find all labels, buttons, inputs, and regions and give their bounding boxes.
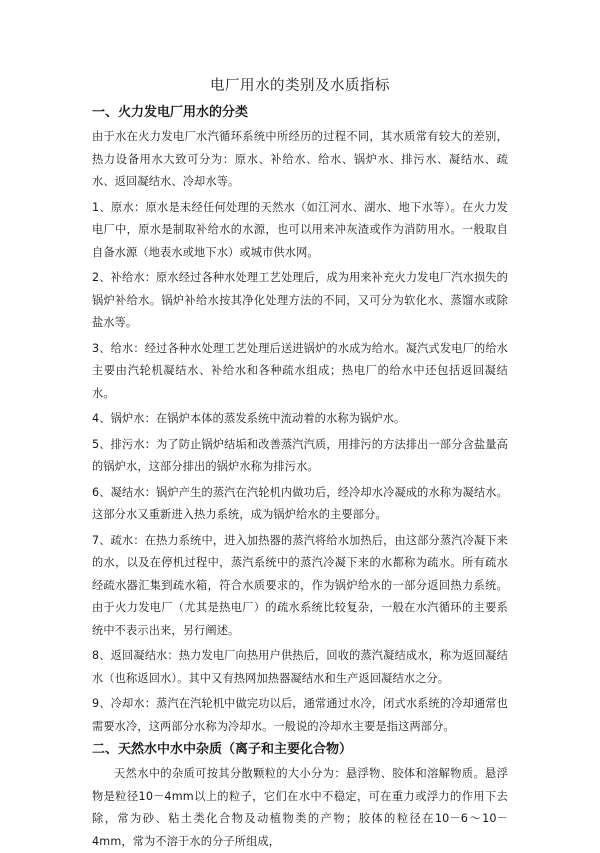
- section-1-intro: 由于水在火力发电厂水汽循环系统中所经历的过程不同，其水质常有较大的差别，热力设备用水大致可分为：原水、补给水、给水、锅炉水、排污水、凝结水、疏水、返回凝结水、冷却水等。: [92, 130, 508, 188]
- list-item: 2、补给水：原水经过各种水处理工艺处理后，成为用来补充火力发电厂汽水损失的锅炉补给水。锅炉补给水按其净化处理方法的不同，又可分为软化水、蒸馏水或除盐水等。: [92, 271, 508, 329]
- list-item: 7、疏水：在热力系统中，进入加热器的蒸汽将给水加热后，由这部分蒸汽冷凝下来的水，以及在停机过程中，蒸汽系统中的蒸汽冷凝下来的水都称为疏水。所有疏水经疏水器汇集到疏水箱，符合水质要求的，作为锅炉给水的一部分返回热力系统。由于火力发电厂（尤其是热电厂）的疏水系统比较复杂，一般在水汽循环的主要系统中不表示出来，另行阐述。: [92, 533, 508, 637]
- list-item: 1、原水：原水是未经任何处理的天然水（如江河水、湖水、地下水等）。在火力发电厂中，原水是制取补给水的水源，也可以用来冲灰渣或作为消防用水。一般取自自备水源（地表水或地下水）或城市供水网。: [92, 200, 508, 259]
- section-2-paragraph: 天然水中的杂质可按其分散颗粒的大小分为：悬浮物、胶体和溶解物质。悬浮物是粒径10－4mm以上的粒子，它们在水中不稳定，可在重力或浮力的作用下去除，常为砂、粘土类化合物及动植物类的产物；胶体的粒径在10－6～10－4mm，常为不溶于水的分子所组成，: [92, 767, 508, 848]
- section-heading-1: 一、火力发电厂用水的分类: [92, 105, 249, 120]
- list-item: 3、给水：经过各种水处理工艺处理后送进锅炉的水成为给水。凝汽式发电厂的给水主要由汽轮机凝结水、补给水和各种疏水组成；热电厂的给水中还包括返回凝结水。: [92, 341, 508, 400]
- section-heading-2: 二、天然水中水中杂质（离子和主要化合物）: [92, 742, 353, 757]
- list-item: 4、锅炉水：在锅炉本体的蒸发系统中流动着的水称为锅炉水。: [92, 412, 406, 425]
- list-item: 5、排污水：为了防止锅炉结垢和改善蒸汽汽质，用排污的方法排出一部分含盐量高的锅炉水，这部分排出的锅炉水称为排污水。: [92, 437, 508, 473]
- list-item: 9、冷却水：蒸汽在汽轮机中做完功以后，通常通过水冷，闭式水系统的冷却通常也需要水冷，这两部分水称为冷却水。一般说的冷却水主要是指这两部分。: [92, 697, 508, 733]
- list-item: 6、凝结水：锅炉产生的蒸汽在汽轮机内做功后，经冷却水冷凝成的水称为凝结水。这部分水又重新进入热力系统，成为锅炉给水的主要部分。: [92, 485, 508, 521]
- list-item: 8、返回凝结水：热力发电厂向热用户供热后，回收的蒸汽凝结成水，称为返回凝结水（也称返回水）。其中又有热网加热器凝结水和生产返回凝结水之分。: [92, 649, 508, 685]
- page-title: 电厂用水的类别及水质指标: [210, 78, 390, 94]
